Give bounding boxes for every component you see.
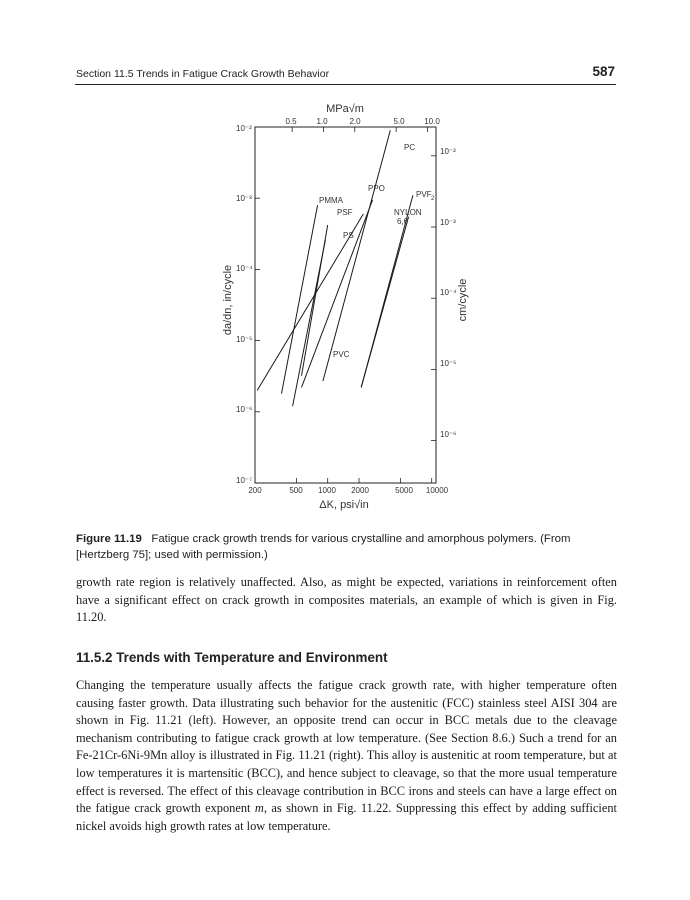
paragraph-2-math-m: m xyxy=(254,801,264,816)
paragraph-2-end: , as shown in Fig. 11.22. Suppressing this effect by adding sufficient nickel avoids high growth rates at low temperature. xyxy=(76,801,617,833)
plot-frame xyxy=(255,127,436,483)
series-label-ps: PS xyxy=(343,231,354,240)
series-label-ppo: PPO xyxy=(368,184,385,193)
y-tick-label: 10⁻³ xyxy=(236,194,252,203)
y2-tick-label: 10⁻⁴ xyxy=(440,288,457,297)
x-tick-label: 5000 xyxy=(395,486,413,495)
y2-tick-label: 10⁻⁵ xyxy=(440,359,457,368)
y2-tick-label: 10⁻⁶ xyxy=(440,430,457,439)
y2-axis-label: cm/cycle xyxy=(457,278,469,322)
series-line-ppo xyxy=(302,200,373,388)
y2-tick-label: 10⁻³ xyxy=(440,218,456,227)
x2-axis-label: MPa√m xyxy=(326,103,364,115)
x-tick-label: 1000 xyxy=(318,486,336,495)
section-heading: 11.5.2 Trends with Temperature and Environment xyxy=(76,650,388,665)
series-label-pmma: PMMA xyxy=(319,196,343,205)
x2-tick-label: 5.0 xyxy=(393,117,405,126)
axis-ticks xyxy=(255,127,436,483)
series-label-pc: PC xyxy=(404,143,416,152)
paragraph-1: growth rate region is relatively unaffected. Also, as might be expected, variations in reinforcement often have a significant effect on crack growth in composites materials, an example of which is given in Fig. 11.20. xyxy=(76,575,617,625)
x-tick-label: 2000 xyxy=(351,486,369,495)
paragraph-2 xyxy=(76,677,617,835)
figure-caption-label: Figure 11.19 xyxy=(76,533,142,545)
x-tick-label: 200 xyxy=(248,486,262,495)
series-label-nylon: NYLON xyxy=(394,208,422,217)
page-number: 587 xyxy=(592,64,615,79)
y-tick-label: 10⁻⁷ xyxy=(236,476,253,485)
series-label-nylon-66: 6,6 xyxy=(397,217,409,226)
series-label-pvf-subscript: 2 xyxy=(431,196,435,202)
figure-caption xyxy=(76,531,621,563)
series-label-pvc: PVC xyxy=(333,350,350,359)
x-axis-label: ΔK, psi√in xyxy=(319,499,369,511)
y-tick-label: 10⁻² xyxy=(236,124,252,133)
figure-caption-text: Fatigue crack growth trends for various crystalline and amorphous polymers. (From [Hertzberg 75]; used with permission.) xyxy=(76,533,571,561)
x2-tick-label: 0.5 xyxy=(285,117,297,126)
x-tick-label: 10000 xyxy=(425,486,449,495)
series-label-psf: PSF xyxy=(337,208,353,217)
x2-tick-label: 1.0 xyxy=(316,117,328,126)
x2-tick-label: 2.0 xyxy=(349,117,361,126)
x2-tick-label: 10.0 xyxy=(424,117,440,126)
y2-tick-label: 10⁻² xyxy=(440,147,456,156)
y-tick-label: 10⁻⁴ xyxy=(236,264,253,273)
series-lines xyxy=(257,130,416,406)
series-label-pvf: PVF xyxy=(416,190,432,199)
y-tick-label: 10⁻⁶ xyxy=(236,405,253,414)
y-tick-label: 10⁻⁵ xyxy=(236,335,253,344)
y-axis-label: da/dn, in/cycle xyxy=(222,264,234,336)
series-line-pc xyxy=(323,130,390,381)
x-tick-label: 500 xyxy=(289,486,303,495)
paragraph-2-body: Changing the temperature usually affects the fatigue crack growth rate, with higher temperature often causing faster growth. Data illustrating such behavior for the austenitic (FCC) stainless steel AISI 304 are shown in Fig. 11.21 (left). However, an opposite trend can occur in BCC metals due to the cleavage mechanism contributing to fatigue crack growth at low temperature. (See Section 8.6.) Such a trend for an Fe-21Cr-6Ni-9Mn alloy is illustrated in Fig. 11.21 (right). This alloy is austenitic at room temperature, but at low temperatures it is martensitic (BCC), and hence subject to cleavage, so that the more usual temperature effect is reversed. The effect of this cleavage contribution in BCC irons and steels can have a large effect on the fatigue crack growth exponent xyxy=(76,678,617,816)
running-header-title: Section 11.5 Trends in Fatigue Crack Growth Behavior xyxy=(76,68,330,80)
